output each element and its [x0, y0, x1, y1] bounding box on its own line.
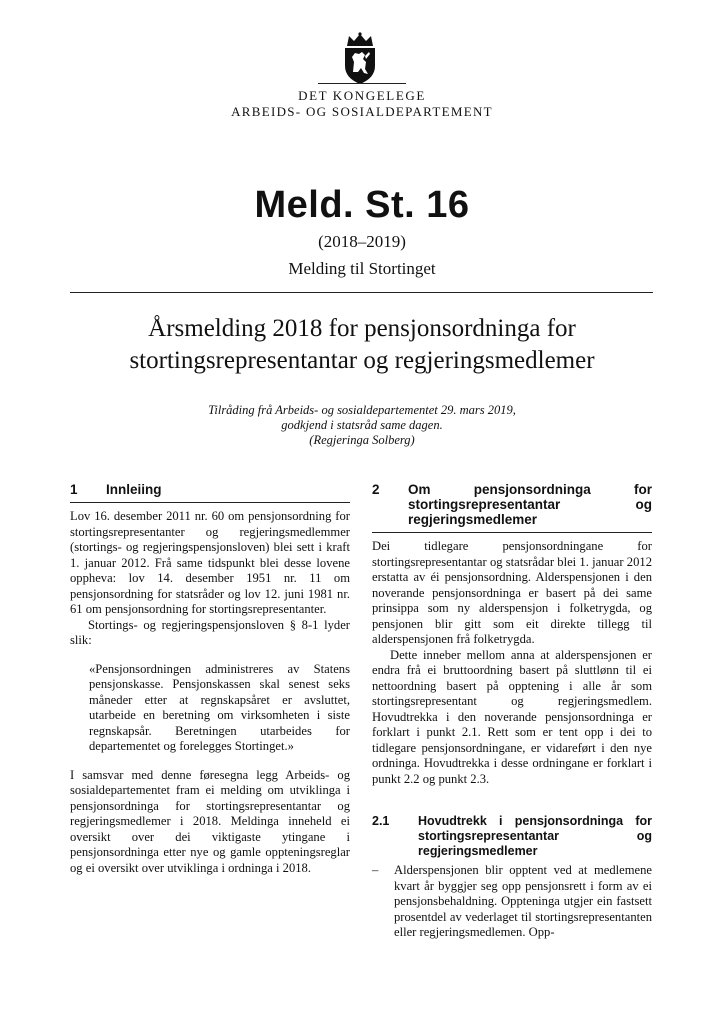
coat-of-arms-icon — [335, 32, 385, 86]
department-name-line1: DET KONGELEGE — [298, 88, 426, 103]
list-item — [372, 863, 652, 941]
law-quote: «Pensjonsordningen administreres av Statens pensjonskasse. Pensjonskassen skal senest seks måneder etter at regnskapsåret er avsluttet, utarbeide en beretning om virksomheten i siste regnskapsår. Beretningen utarbeides for departementet og forelegges Stortinget.» — [89, 661, 350, 753]
section-1-heading — [70, 482, 350, 497]
crest-divider — [318, 83, 406, 84]
section-1-number: 1 — [70, 482, 78, 497]
main-title-line2: stortingsrepresentantar og regjeringsmedlemer — [129, 347, 595, 374]
department-name-line2: ARBEIDS- OG SOSIALDEPARTEMENT — [231, 104, 493, 119]
section-2-number: 2 — [372, 482, 380, 497]
section-2-paragraph-1: Dei tidlegare pensjonsordningane for stortingsrepresentantar og statsrådar blei 1. januar 2012 erstatta av éi pensjonsordning. Alderspensjonen i den noverande pensjonsordninga er basert på dei same prinsippa som ny alderspensjon i folketrygda, og pensjonen blir gitt som eit direkte tillegg til alderspensjonen frå folketrygda. — [372, 539, 652, 646]
main-title-line1: Årsmelding 2018 for pensjonsordninga for — [148, 315, 576, 342]
credit-line3: (Regjeringa Solberg) — [309, 433, 415, 447]
approval-credit — [0, 403, 724, 448]
subsection-2-1-number: 2.1 — [372, 814, 390, 828]
session-years: (2018–2019) — [318, 232, 406, 251]
credit-line2: godkjend i statsråd same dagen. — [281, 418, 443, 432]
section-1-title: Innleiing — [106, 482, 162, 497]
title-divider — [70, 292, 653, 293]
main-title — [0, 313, 724, 377]
section-2-title: Om pensjonsordninga for stortingsrepresentantar og regjeringsmedlemer — [408, 482, 652, 527]
right-column — [372, 482, 652, 941]
document-type: Melding til Stortinget — [288, 259, 436, 278]
section-2-heading — [372, 482, 652, 527]
report-number: Meld. St. 16 — [254, 184, 470, 226]
subsection-2-1-title: Hovudtrekk i pensjonsordninga for stortingsrepresentantar og regjeringsmedlemer — [418, 814, 652, 858]
subsection-2-1-heading — [372, 814, 652, 859]
section-1-paragraph-1: Lov 16. desember 2011 nr. 60 om pensjonsordning for stortingsrepresentanter og regjeringsmedlemmer (stortings- og regjeringspensjonsloven) blei sett i kraft 1. januar 2012. Frå same tidspunkt blei desse lovene oppheva: lov 14. desember 1951 nr. 11 om pensjonsordning for statsråder og lov 12. juni 1981 nr. 61 om pensjonsordning for stortingsrepresentanter. — [70, 509, 350, 616]
section-2-rule — [372, 532, 652, 533]
list-item-text: Alderspensjonen blir opptent ved at medlemene kvart år byggjer seg opp pensjonsrett i form av ei pensjonsbehaldning. Oppteninga utgjer ein fastsett prosentdel av vederlaget til stortingsrepresentanten eller regjeringsmedlemen. Opp- — [394, 863, 652, 939]
credit-line1: Tilråding frå Arbeids- og sosialdepartementet 29. mars 2019, — [208, 403, 516, 417]
section-2-paragraph-2: Dette inneber mellom anna at alderspensjonen er endra frå ei bruttoordning basert på sluttlønn til ei nettoordning basert på opptening i alle år som stortingsrepresentant og regjeringsmedlem. Hovudtrekka i den noverande pensjonsordninga er forklart i punkt 2.1. Rett som er tent opp i dei to tidlegare pensjonsordningane, er vidareført i den nye ordninga. Hovudtrekka i desse ordningane er forklart i punkt 2.2 og punkt 2.3. — [372, 647, 652, 786]
bullet-dash: – — [372, 863, 379, 877]
section-1-rule — [70, 502, 350, 503]
section-1-paragraph-2: Stortings- og regjeringspensjonsloven § 8-1 lyder slik: — [70, 617, 350, 647]
left-column — [70, 482, 350, 876]
section-1-paragraph-3: I samsvar med denne føresegna legg Arbeids- og sosialdepartementet fram ei melding om utviklinga i pensjonsordninga for stortingsrepresentantar og regjeringsmedlemer i 2018. Meldinga inneheld ei oversikt over dei viktigaste ytingane i pensjonsordninga etter nye og gamle oppteningsreglar og ei oversikt over utviklinga i ordninga i 2018. — [70, 767, 350, 875]
